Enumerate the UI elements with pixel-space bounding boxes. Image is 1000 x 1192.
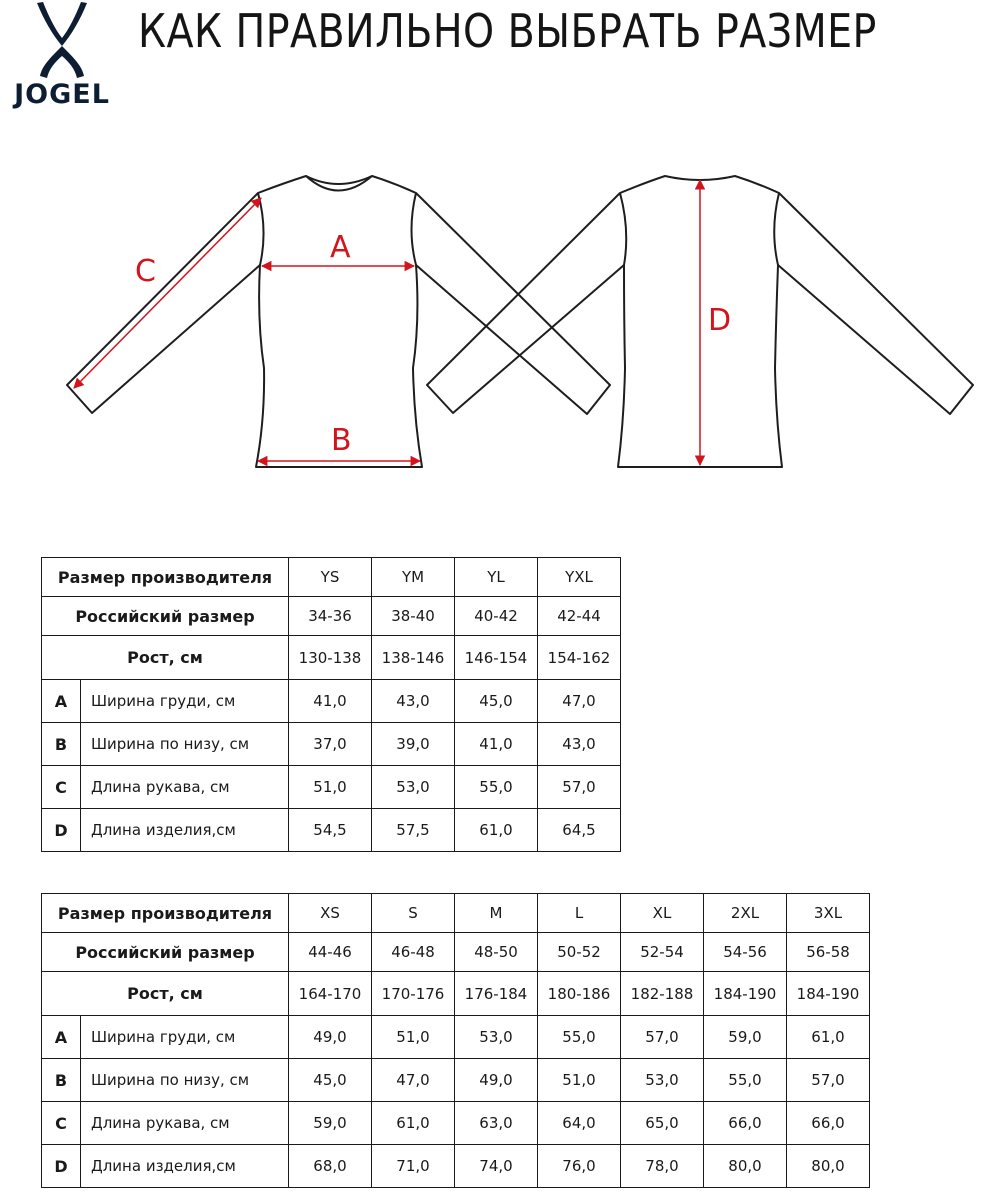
russian-size-cell: 56-58 <box>787 933 870 972</box>
height-label: Рост, см <box>42 972 289 1016</box>
measure-letter: B <box>42 723 81 766</box>
height-label: Рост, см <box>42 636 289 680</box>
row-manufacturer-size <box>42 894 870 933</box>
measure-cell: 39,0 <box>372 723 455 766</box>
row-height <box>42 972 870 1016</box>
size-cell: YS <box>289 558 372 597</box>
measure-cell: 53,0 <box>621 1059 704 1102</box>
measurement-letters <box>135 230 731 458</box>
row-manufacturer-size <box>42 558 621 597</box>
measure-label: Длина изделия,см <box>81 1145 289 1188</box>
row-measure-a <box>42 680 621 723</box>
row-measure-c <box>42 1102 870 1145</box>
measure-cell: 47,0 <box>538 680 621 723</box>
measure-cell: 59,0 <box>289 1102 372 1145</box>
measure-cell: 68,0 <box>289 1145 372 1188</box>
measure-letter: A <box>42 680 81 723</box>
height-cell: 138-146 <box>372 636 455 680</box>
measure-letter: C <box>42 766 81 809</box>
russian-size-cell: 42-44 <box>538 597 621 636</box>
height-cell: 184-190 <box>787 972 870 1016</box>
size-cell: XS <box>289 894 372 933</box>
row-height <box>42 636 621 680</box>
measure-cell: 55,0 <box>704 1059 787 1102</box>
row-measure-d <box>42 809 621 852</box>
size-cell: YM <box>372 558 455 597</box>
height-cell: 182-188 <box>621 972 704 1016</box>
row-measure-a <box>42 1016 870 1059</box>
measure-cell: 80,0 <box>704 1145 787 1188</box>
measure-cell: 61,0 <box>372 1102 455 1145</box>
measure-cell: 61,0 <box>455 809 538 852</box>
height-cell: 164-170 <box>289 972 372 1016</box>
russian-size-cell: 52-54 <box>621 933 704 972</box>
row-russian-size <box>42 933 870 972</box>
jogel-emblem-icon <box>37 2 87 78</box>
measure-cell: 65,0 <box>621 1102 704 1145</box>
measure-cell: 49,0 <box>455 1059 538 1102</box>
measure-label: Ширина груди, см <box>81 680 289 723</box>
size-cell: XL <box>621 894 704 933</box>
measure-cell: 45,0 <box>289 1059 372 1102</box>
size-table-adult <box>41 893 870 1188</box>
measure-cell: 51,0 <box>538 1059 621 1102</box>
measure-letter: D <box>42 1145 81 1188</box>
label-d: D <box>708 303 732 338</box>
jogel-logo <box>0 0 130 110</box>
measure-label: Ширина груди, см <box>81 1016 289 1059</box>
measure-cell: 78,0 <box>621 1145 704 1188</box>
measure-cell: 43,0 <box>538 723 621 766</box>
measure-label: Длина рукава, см <box>81 766 289 809</box>
size-cell: M <box>455 894 538 933</box>
russian-size-cell: 50-52 <box>538 933 621 972</box>
measure-cell: 37,0 <box>289 723 372 766</box>
measure-cell: 41,0 <box>455 723 538 766</box>
size-table-youth <box>41 557 621 852</box>
measure-cell: 57,0 <box>787 1059 870 1102</box>
manufacturer-size-label: Размер производителя <box>42 894 289 933</box>
measure-cell: 54,5 <box>289 809 372 852</box>
size-cell: 3XL <box>787 894 870 933</box>
row-measure-c <box>42 766 621 809</box>
measure-cell: 43,0 <box>372 680 455 723</box>
height-cell: 176-184 <box>455 972 538 1016</box>
measure-cell: 64,5 <box>538 809 621 852</box>
measure-cell: 53,0 <box>372 766 455 809</box>
russian-size-label: Российский размер <box>42 933 289 972</box>
measure-cell: 47,0 <box>372 1059 455 1102</box>
jogel-wordmark: JOGEL <box>14 79 110 110</box>
size-cell: YXL <box>538 558 621 597</box>
measure-cell: 55,0 <box>455 766 538 809</box>
measure-cell: 64,0 <box>538 1102 621 1145</box>
size-cell: 2XL <box>704 894 787 933</box>
label-a: A <box>330 230 351 265</box>
measure-cell: 57,0 <box>621 1016 704 1059</box>
arrow-c <box>74 198 261 388</box>
row-russian-size <box>42 597 621 636</box>
manufacturer-size-label: Размер производителя <box>42 558 289 597</box>
measure-cell: 45,0 <box>455 680 538 723</box>
measure-cell: 51,0 <box>372 1016 455 1059</box>
measure-cell: 66,0 <box>704 1102 787 1145</box>
size-diagram <box>0 150 1000 490</box>
row-measure-d <box>42 1145 870 1188</box>
size-cell: S <box>372 894 455 933</box>
measure-cell: 57,0 <box>538 766 621 809</box>
measure-letter: A <box>42 1016 81 1059</box>
measure-cell: 74,0 <box>455 1145 538 1188</box>
measure-cell: 49,0 <box>289 1016 372 1059</box>
measure-cell: 55,0 <box>538 1016 621 1059</box>
measure-label: Ширина по низу, см <box>81 723 289 766</box>
measure-cell: 76,0 <box>538 1145 621 1188</box>
page-title: КАК ПРАВИЛЬНО ВЫБРАТЬ РАЗМЕР <box>138 4 877 58</box>
height-cell: 146-154 <box>455 636 538 680</box>
height-cell: 130-138 <box>289 636 372 680</box>
measure-cell: 51,0 <box>289 766 372 809</box>
measure-label: Длина рукава, см <box>81 1102 289 1145</box>
measure-letter: C <box>42 1102 81 1145</box>
russian-size-label: Российский размер <box>42 597 289 636</box>
height-cell: 184-190 <box>704 972 787 1016</box>
row-measure-b <box>42 723 621 766</box>
russian-size-cell: 44-46 <box>289 933 372 972</box>
measure-cell: 57,5 <box>372 809 455 852</box>
label-b: B <box>331 423 352 458</box>
height-cell: 180-186 <box>538 972 621 1016</box>
measure-cell: 66,0 <box>787 1102 870 1145</box>
measure-cell: 59,0 <box>704 1016 787 1059</box>
measure-cell: 53,0 <box>455 1016 538 1059</box>
measure-letter: B <box>42 1059 81 1102</box>
height-cell: 170-176 <box>372 972 455 1016</box>
measure-label: Ширина по низу, см <box>81 1059 289 1102</box>
measure-cell: 41,0 <box>289 680 372 723</box>
russian-size-cell: 54-56 <box>704 933 787 972</box>
measure-letter: D <box>42 809 81 852</box>
russian-size-cell: 46-48 <box>372 933 455 972</box>
height-cell: 154-162 <box>538 636 621 680</box>
measurement-arrows <box>74 180 700 465</box>
measure-cell: 63,0 <box>455 1102 538 1145</box>
measure-label: Длина изделия,см <box>81 809 289 852</box>
russian-size-cell: 38-40 <box>372 597 455 636</box>
russian-size-cell: 34-36 <box>289 597 372 636</box>
russian-size-cell: 40-42 <box>455 597 538 636</box>
row-measure-b <box>42 1059 870 1102</box>
size-cell: L <box>538 894 621 933</box>
russian-size-cell: 48-50 <box>455 933 538 972</box>
measure-cell: 80,0 <box>787 1145 870 1188</box>
size-cell: YL <box>455 558 538 597</box>
measure-cell: 71,0 <box>372 1145 455 1188</box>
label-c: C <box>135 254 156 289</box>
measure-cell: 61,0 <box>787 1016 870 1059</box>
